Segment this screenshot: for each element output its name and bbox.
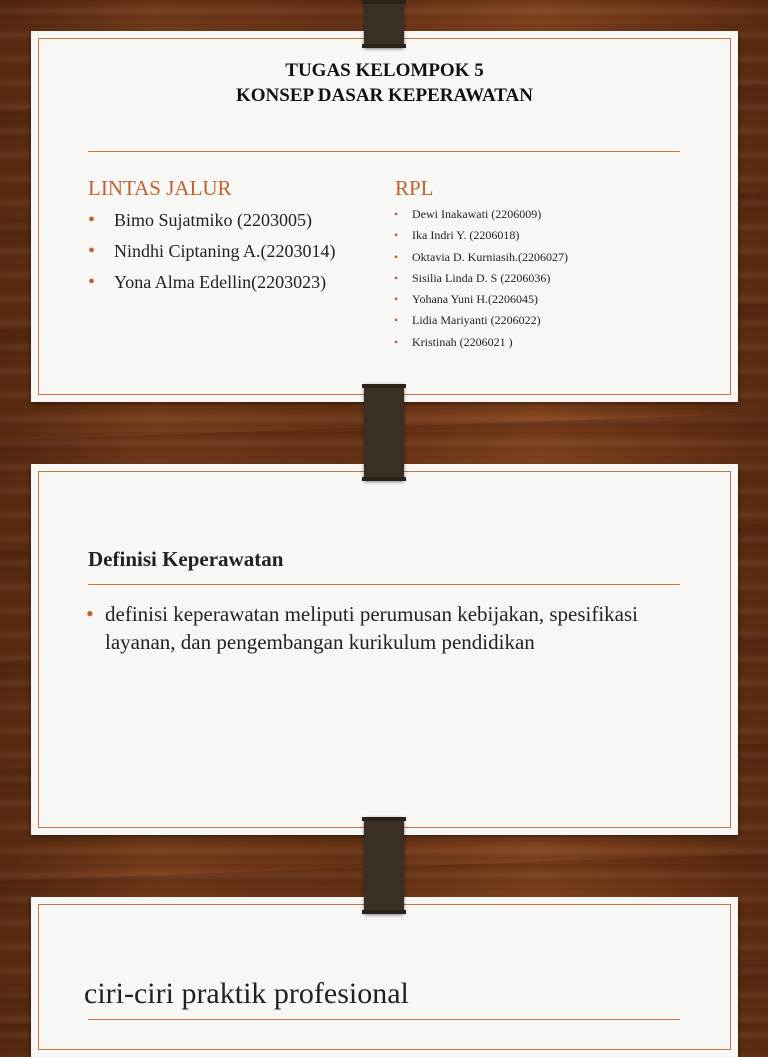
bullet-icon: • [88, 240, 96, 262]
list-item: • Yohana Yuni H.(2206045) [394, 289, 568, 310]
list-item: • definisi keperawatan meliputi perumusan kebijakan, spesifikasi layanan, dan pengembangan kurikulum pendidikan [86, 601, 639, 654]
bullet-icon: • [394, 228, 399, 243]
list-item: • Oktavia D. Kurniasih.(2206027) [394, 247, 568, 268]
list-item: • Nindhi Ciptaning A.(2203014) [88, 236, 336, 267]
rpl-heading: RPL [395, 176, 434, 200]
binder-clip-middle [364, 384, 404, 481]
bullet-icon: • [394, 270, 399, 285]
binder-clip-bottom [364, 817, 404, 914]
list-item: • Dewi Inakawati (2206009) [394, 204, 568, 225]
slide-1[interactable] [31, 31, 738, 402]
slide-2[interactable] [31, 464, 738, 835]
list-item: • Bimo Sujatmiko (2203005) [88, 205, 336, 236]
list-item: • Ika Indri Y. (2206018) [394, 225, 568, 246]
title-divider [88, 151, 680, 152]
definisi-heading: Definisi Keperawatan [88, 547, 284, 571]
list-item: • Sisilia Linda D. S (2206036) [394, 268, 568, 289]
rpl-list [394, 204, 568, 353]
heading-divider [88, 584, 680, 585]
bullet-icon: • [88, 209, 96, 231]
bullet-icon: • [394, 207, 399, 221]
bullet-icon: • [394, 292, 399, 307]
title-line-2: KONSEP DASAR KEPERAWATAN [235, 85, 533, 106]
list-item: • Kristinah (2206021 ) [394, 332, 568, 353]
binder-clip-top [364, 0, 404, 48]
slide-3[interactable] [31, 897, 738, 1057]
definisi-list [86, 600, 686, 656]
ciri-ciri-heading: ciri-ciri praktik profesional [84, 977, 409, 1010]
title-line-1: TUGAS KELOMPOK 5 [285, 60, 484, 81]
bullet-icon: • [394, 334, 399, 349]
list-item: • Yona Alma Edellin(2203023) [88, 267, 336, 298]
slide-title [31, 58, 738, 108]
lintas-jalur-list [88, 205, 336, 298]
heading-divider [88, 1019, 680, 1020]
bullet-icon: • [88, 271, 96, 293]
bullet-icon: • [86, 601, 94, 626]
bullet-icon: • [394, 249, 399, 264]
lintas-jalur-heading: LINTAS JALUR [88, 176, 232, 200]
bullet-icon: • [394, 313, 399, 328]
list-item: • Lidia Mariyanti (2206022) [394, 310, 568, 331]
